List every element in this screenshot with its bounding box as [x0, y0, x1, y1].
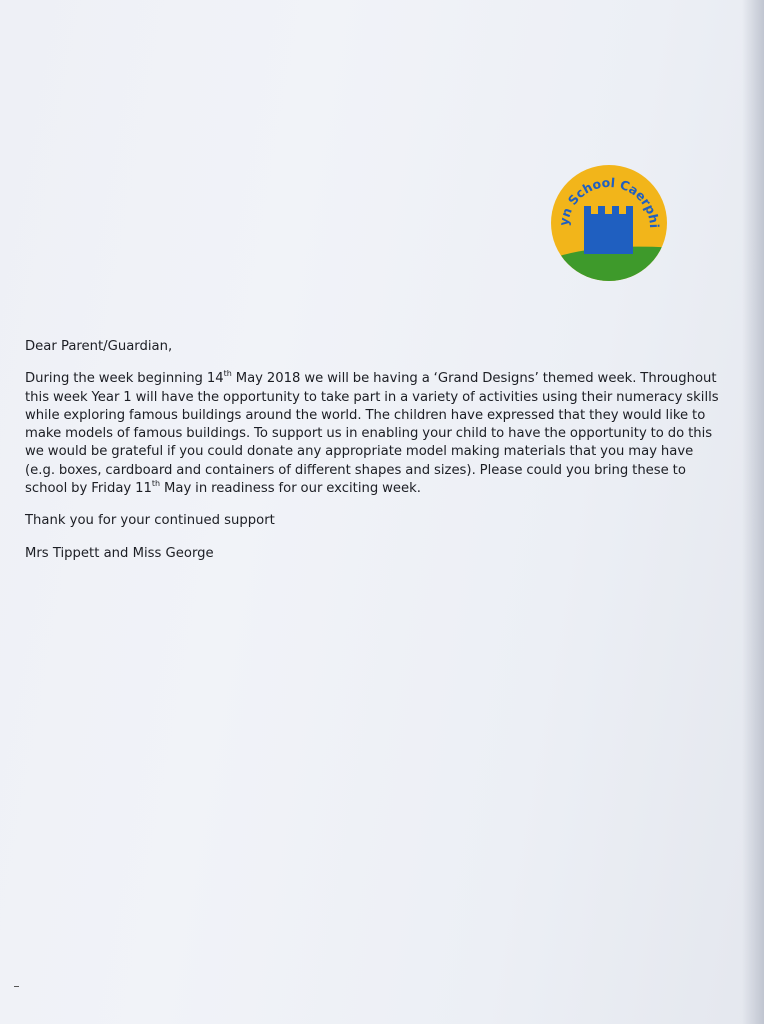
page-mark — [14, 986, 19, 987]
page-edge-shadow — [742, 0, 764, 1024]
school-castle-logo-icon — [548, 162, 670, 284]
body-paragraph: During the week beginning 14th May 2018 we will be having a ‘Grand Designs’ themed week. Throughout this week Year 1 will have the opportunity to take part in a variety of activities using their numeracy skills while exploring famous buildings around the world. The children have expressed that they would like to make models of famous buildings. To support us in enabling your child to have the opportunity to do this we would be grateful if you could donate any appropriate model making materials that you may have (e.g. boxes, cardboard and containers of different shapes and sizes). Please could you bring these to school by Friday 11th May in readiness for our exciting week. — [25, 369, 719, 497]
closing-line: Thank you for your continued support — [25, 513, 275, 529]
school-logo — [548, 162, 670, 284]
logo-text: yn School Caerphi — [555, 174, 663, 229]
signature: Mrs Tippett and Miss George — [25, 545, 214, 561]
salutation: Dear Parent/Guardian, — [25, 339, 173, 354]
letter-body — [25, 338, 725, 563]
